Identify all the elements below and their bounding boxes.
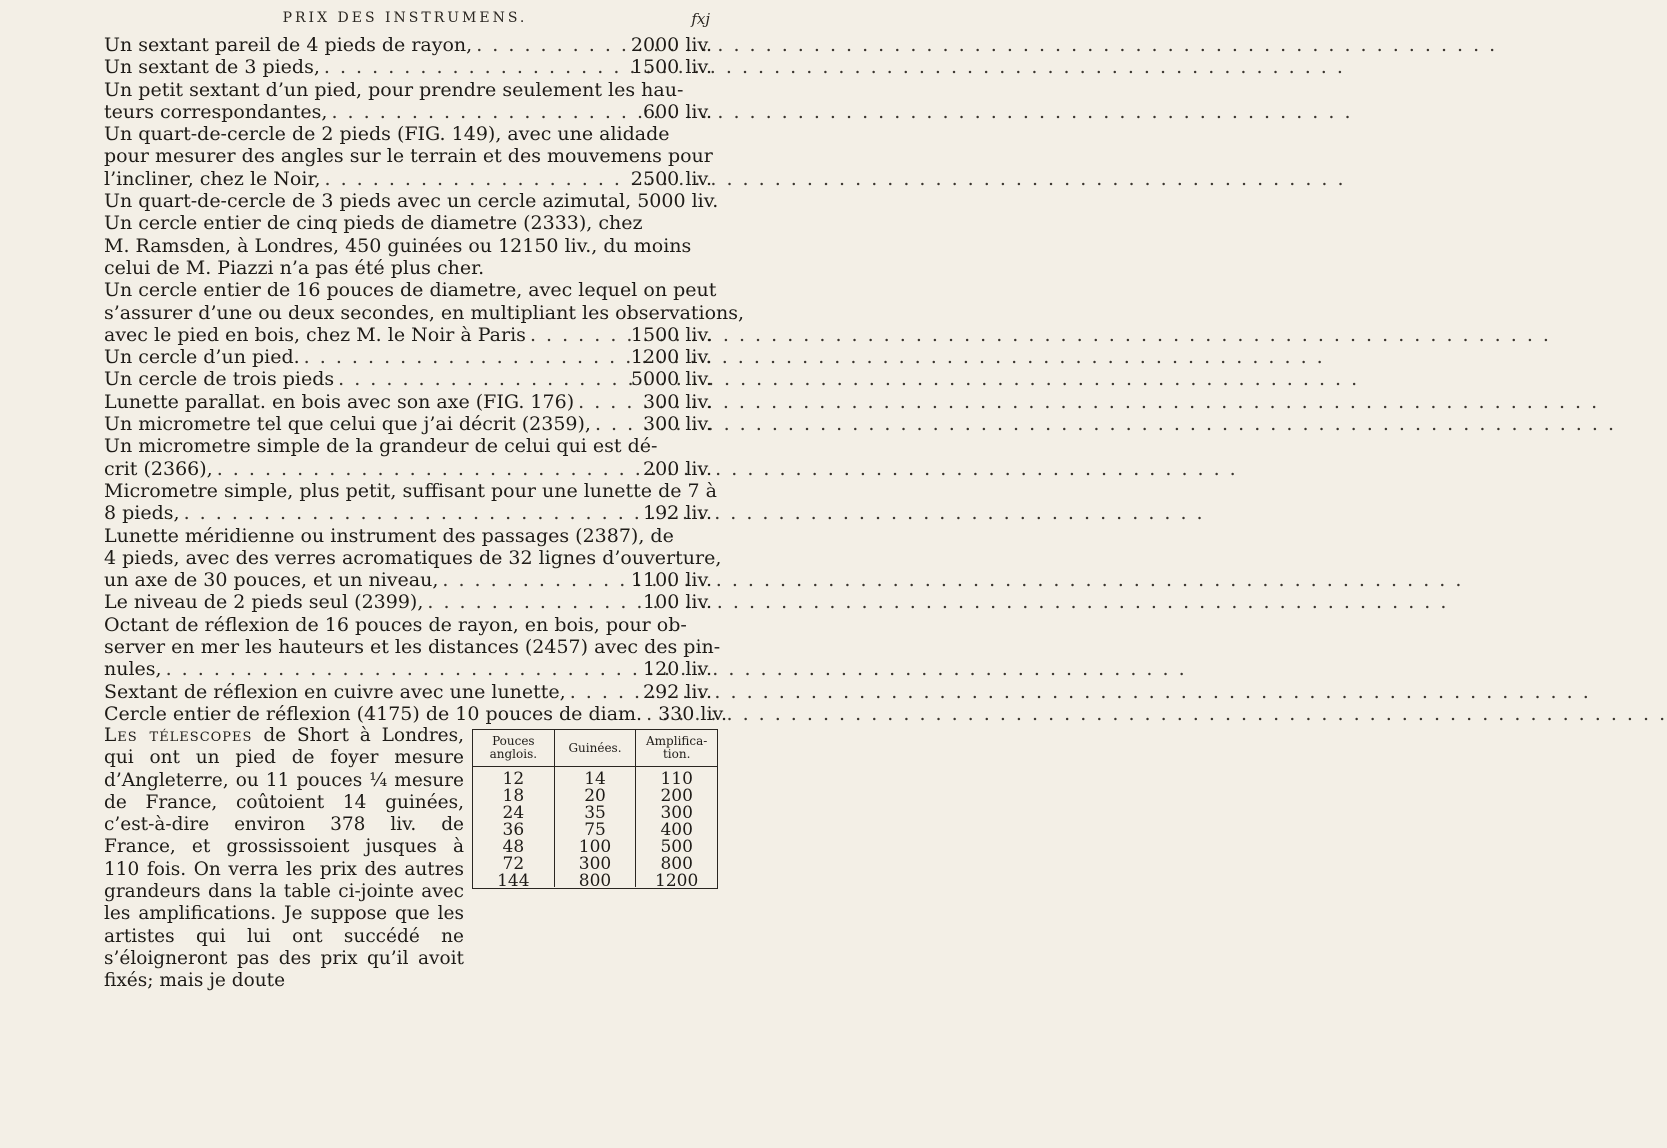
price-entry: [104, 168, 712, 190]
entry-text: l’incliner, chez le Noir,: [104, 167, 321, 190]
price-entry: [104, 190, 719, 213]
column-amplification: [636, 767, 717, 891]
price-entry: [104, 636, 721, 659]
leader-dots: [570, 681, 639, 703]
entry-text: Le niveau de 2 pieds seul (2399),: [104, 591, 424, 614]
page-number: fxj: [691, 10, 710, 28]
telescope-paragraph: [104, 725, 464, 993]
price-entry: [104, 324, 712, 346]
price-entry: [104, 301, 745, 324]
running-title: PRIX DES INSTRUMENS.: [282, 10, 528, 26]
price-list: [104, 34, 745, 725]
price-entry: [104, 702, 728, 725]
column-guinees: [555, 767, 637, 891]
price-entry: [104, 212, 712, 234]
entry-price: 5000 liv.: [630, 368, 712, 391]
entry-text: Micrometre simple, plus petit, suffisant pour une lunette de 7 à: [104, 479, 717, 502]
entry-price: 1100 liv.: [630, 569, 712, 592]
header-guinees: Guinées.: [555, 730, 637, 766]
leader-dots: [442, 569, 627, 591]
leader-dots: [646, 703, 654, 725]
entry-price: 2000 liv.: [630, 34, 712, 56]
leader-dots: [530, 324, 627, 346]
leader-dots: [184, 502, 639, 524]
entry-price: 1200 liv.: [630, 346, 712, 369]
price-entry: [104, 279, 717, 302]
cell-guinees: 75: [584, 820, 606, 840]
cell-guinees: 800: [578, 871, 612, 891]
cell-amplification: 300: [660, 803, 693, 823]
entry-price: 1500 liv.: [630, 323, 712, 346]
cell-pouces: 36: [502, 820, 525, 840]
entry-price: 192 liv.: [643, 502, 712, 525]
cell-amplification: 400: [660, 820, 693, 840]
cell-amplification: 110: [660, 769, 693, 789]
price-entry: [104, 658, 712, 680]
entry-text: Un quart-de-cercle de 3 pieds avec un cercle azimutal, 5000 liv.: [104, 190, 719, 213]
price-entry: [104, 56, 712, 78]
cell-amplification: 500: [660, 837, 693, 857]
leader-dots: [578, 391, 639, 413]
entry-price: 2500 liv.: [630, 167, 712, 190]
leader-dots: [166, 658, 639, 680]
entry-text: Un micrometre simple de la grandeur de celui qui est dé-: [104, 435, 658, 458]
entry-text: Un sextant de 3 pieds,: [104, 56, 320, 79]
entry-text: Un cercle d’un pied.: [104, 346, 300, 369]
leader-dots: [331, 101, 639, 123]
entry-text: teurs correspondantes,: [104, 100, 328, 123]
telescope-lead: Les télescopes: [104, 725, 253, 746]
cell-pouces: 18: [502, 786, 525, 806]
entry-text: Lunette parallat. en bois avec son axe (FIG. 176): [104, 390, 575, 413]
leader-dots: [595, 413, 639, 435]
entry-text: Un micrometre tel que celui que j’ai décrit (2359),: [104, 413, 591, 436]
price-entry: [104, 413, 712, 435]
entry-price: 300 liv.: [643, 413, 712, 436]
leader-dots: [325, 168, 627, 190]
price-entry: [104, 101, 712, 123]
cell-pouces: 12: [502, 769, 525, 789]
entry-text: s’assurer d’une ou deux secondes, en multipliant les observations,: [104, 301, 745, 324]
entry-text: Un cercle entier de 16 pouces de diametre, avec lequel on peut: [104, 279, 717, 302]
cell-guinees: 20: [584, 786, 606, 806]
leader-dots: [217, 458, 639, 480]
header-pouces: Pouces anglois.: [473, 730, 555, 766]
telescope-table: [472, 729, 718, 889]
header-amplification: Amplifica-tion.: [646, 734, 708, 761]
entry-text: avec le pied en bois, chez M. le Noir à Paris: [104, 323, 526, 346]
price-entry: [104, 525, 712, 547]
entry-text: nules,: [104, 658, 162, 681]
price-entry: [104, 546, 722, 569]
telescope-section: [104, 725, 712, 992]
entry-text: crit (2366),: [104, 457, 213, 480]
table-header-row: [473, 730, 717, 767]
column-pouces: [473, 767, 555, 891]
price-entry: [104, 79, 712, 101]
entry-price: 300 liv.: [643, 390, 712, 413]
entry-text: Cercle entier de réflexion (4175) de 10 pouces de diam.: [104, 702, 643, 725]
entry-text: Un cercle de trois pieds: [104, 368, 335, 391]
price-entry: [104, 681, 712, 703]
cell-guinees: 100: [578, 837, 612, 857]
page-header: [100, 10, 710, 32]
entry-price: 100 liv.: [643, 591, 712, 614]
entry-text: server en mer les hauteurs et les distances (2457) avec des pin-: [104, 636, 721, 659]
entry-text: 8 pieds,: [104, 502, 180, 525]
leader-dots: [324, 56, 627, 78]
price-entry: [104, 502, 712, 524]
price-entry: [104, 458, 712, 480]
cell-pouces: 48: [502, 837, 525, 857]
cell-amplification: 800: [660, 854, 693, 874]
entry-price: 120 liv.: [643, 658, 712, 681]
price-entry: [104, 435, 712, 457]
book-page: [0, 0, 801, 1148]
price-entry: [104, 123, 712, 145]
entry-price: 330 liv.: [658, 702, 728, 725]
table-body: [473, 767, 717, 891]
cell-guinees: 14: [584, 769, 606, 789]
entry-text: M. Ramsden, à Londres, 450 guinées ou 12150 liv., du moins: [104, 234, 692, 257]
entry-text: pour mesurer des angles sur le terrain et des mouvemens pour: [104, 145, 713, 168]
entry-price: 292 liv.: [643, 680, 712, 703]
entry-text: Un cercle entier de cinq pieds de diametre (2333), chez: [104, 212, 643, 235]
entry-text: Un quart-de-cercle de 2 pieds (FIG. 149), avec une alidade: [104, 123, 670, 146]
entry-text: Sextant de réflexion en cuivre avec une lunette,: [104, 680, 566, 703]
price-entry: [104, 346, 712, 368]
entry-text: Un sextant pareil de 4 pieds de rayon,: [104, 34, 473, 56]
cell-pouces: 72: [502, 854, 525, 874]
price-entry: [104, 569, 712, 591]
entry-text: celui de M. Piazzi n’a pas été plus cher.: [104, 256, 485, 279]
price-entry: [104, 368, 712, 390]
cell-pouces: 24: [502, 803, 525, 823]
leader-dots: [304, 346, 627, 368]
leader-dots: [338, 368, 627, 390]
price-entry: [104, 145, 712, 167]
price-entry: [104, 235, 712, 257]
cell-amplification: 1200: [655, 871, 699, 891]
telescope-text: de Short à Londres, qui ont un pied de foyer mesure d’Angleterre, ou 11 pouces ¼ mesure de France, coûtoient 14 guinées, c’est-à-dire environ 378 liv. de France, et grossissoient jusques à 110 fois. On verra les prix des autres grandeurs dans la table ci-jointe avec les amplifications. Je suppose que les artistes qui lui ont succédé ne s’éloigneront pas des prix qu’il avoit fixés; mais je doute: [104, 725, 464, 992]
entry-text: Octant de réflexion de 16 pouces de rayon, en bois, pour ob-: [104, 613, 687, 636]
price-entry: [104, 391, 712, 413]
price-entry: [104, 34, 712, 56]
price-entry: [104, 479, 717, 502]
entry-text: Lunette méridienne ou instrument des passages (2387), de: [104, 524, 674, 547]
entry-price: 600 liv.: [643, 100, 712, 123]
cell-pouces: 144: [497, 871, 530, 891]
price-entry: [104, 614, 712, 636]
entry-text: Un petit sextant d’un pied, pour prendre seulement les hau-: [104, 78, 684, 101]
entry-text: un axe de 30 pouces, et un niveau,: [104, 569, 439, 592]
cell-guinees: 35: [584, 803, 606, 823]
price-entry: [104, 257, 712, 279]
cell-amplification: 200: [660, 786, 693, 806]
leader-dots: [476, 34, 627, 56]
entry-price: 1500 liv.: [630, 56, 712, 79]
entry-text: 4 pieds, avec des verres acromatiques de 32 lignes d’ouverture,: [104, 546, 722, 569]
price-entry: [104, 591, 712, 613]
leader-dots: [427, 591, 639, 613]
entry-price: 200 liv.: [643, 457, 712, 480]
cell-guinees: 300: [578, 854, 612, 874]
